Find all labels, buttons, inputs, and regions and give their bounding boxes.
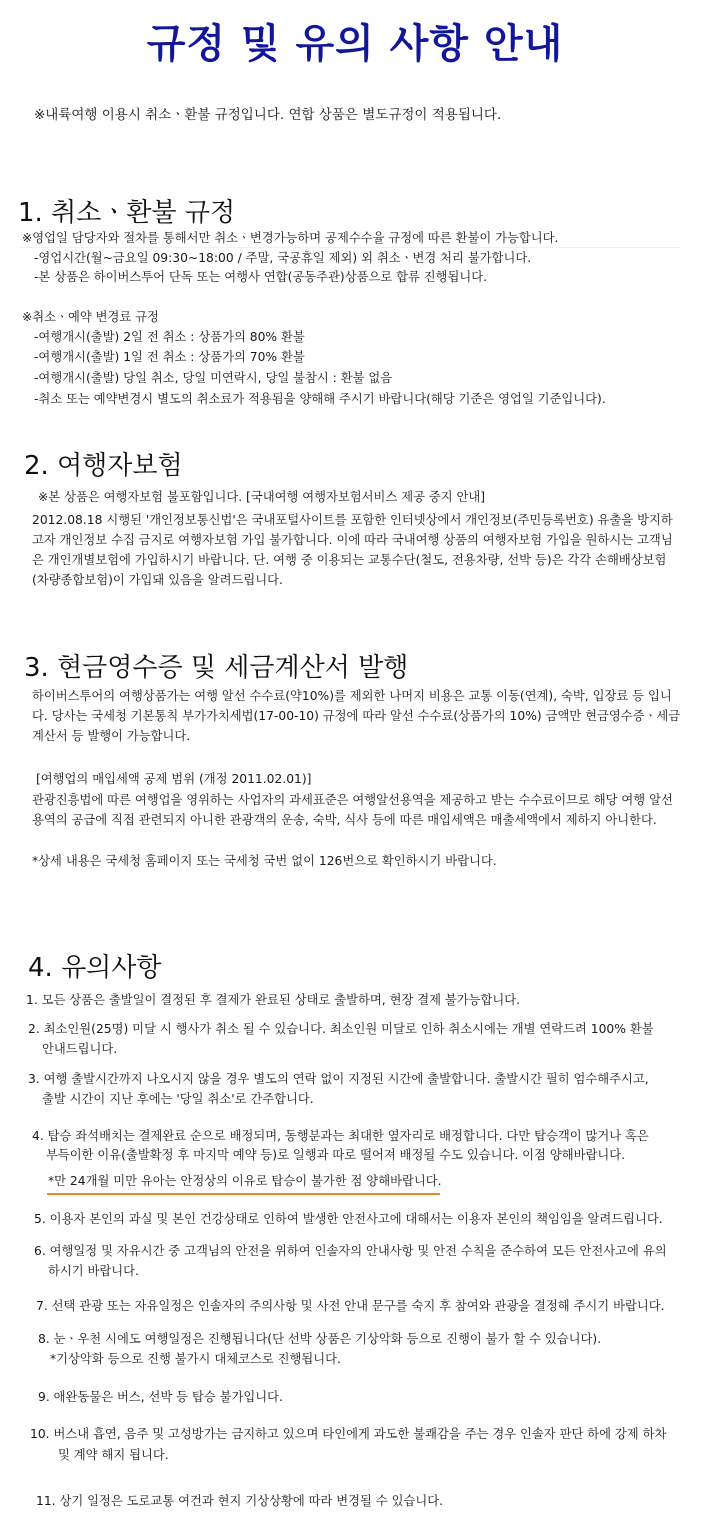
notice-item: 11. 상기 일정은 도로교통 여건과 현지 기상상황에 따라 변경될 수 있습니다. (36, 1494, 444, 1508)
notice-item: 9. 애완동물은 버스, 선박 등 탑승 불가입니다. (38, 1390, 283, 1404)
section-3-line: *상세 내용은 국세청 홈페이지 또는 국세청 국번 없이 126번으로 확인하시기 바랍니다. (32, 854, 497, 868)
page-title: 규정 및 유의 사항 안내 (146, 21, 564, 67)
notice-item: 6. 여행일정 및 자유시간 중 고객님의 안전을 위하여 인솔자의 안내사항 및 안전 수칙을 준수하여 모든 안전사고에 유의 (34, 1244, 667, 1258)
notice-item: 5. 이용자 본인의 과실 및 본인 건강상태로 인하여 발생한 안전사고에 대해서는 이용자 본인의 책임임을 알려드립니다. (34, 1212, 663, 1226)
section-4-heading: 4. 유의사항 (28, 953, 162, 983)
notice-item: 7. 선택 관광 또는 자유일정은 인솔자의 주의사항 및 사전 안내 문구를 숙지 후 참여와 관광을 결정해 주시기 바랍니다. (36, 1299, 665, 1313)
section-1-line: -본 상품은 하이버스투어 단독 또는 여행사 연합(공동주관)상품으로 합류 진행됩니다. (34, 270, 488, 284)
section-2-heading: 2. 여행자보험 (24, 451, 183, 481)
notice-item: 부득이한 이유(출발확정 후 마지막 예약 등)로 일행과 따로 떨어져 배정될 수도 있습니다. 이점 양해바랍니다. (46, 1148, 626, 1162)
section-1-line: ※영업일 담당자와 절차를 통해서만 취소ㆍ변경가능하며 공제수수율 규정에 따른 환불이 가능합니다. (22, 231, 559, 245)
notice-item: 10. 버스내 흡연, 음주 및 고성방가는 금지하고 있으며 타인에게 과도한 불쾌감을 주는 경우 인솔자 판단 하에 강제 하차 (30, 1427, 667, 1441)
section-1-line: -취소 또는 예약변경시 별도의 취소료가 적용됨을 양해해 주시기 바랍니다(해당 기준은 영업일 기준입니다). (34, 392, 606, 406)
section-2-paragraph: 2012.08.18 시행된 '개인정보통신법'은 국내포털사이트를 포함한 인터넷상에서 개인정보(주민등록번호) 유출을 방지하고자 개인정보 수집 금지로 여행자보험 가입 불가합니다. 이에 따라 국내여행 상품의 여행자보험 가입을 원하시는 고객님은 개인개별보험에 가입하시기 바랍니다. 단. 여행 중 이용되는 교통수단(철도, 전용차량, 선박 등)은 각각 손해배상보험(차량종합보험)이 가입돼 있음을 알려드립니다. (32, 513, 673, 587)
highlighted-note: *만 24개월 미만 유아는 안정상의 이유로 탑승이 불가한 점 양해바랍니다. (48, 1174, 442, 1188)
notice-item: 4. 탑승 좌석배치는 결제완료 순으로 배정되며, 동행분과는 최대한 옆자리로 배정합니다. 다만 탑승객이 많거나 혹은 (32, 1129, 649, 1143)
section-1-line: -여행개시(출발) 2일 전 취소 : 상품가의 80% 환불 (34, 330, 305, 344)
notice-item: 및 계약 해지 됩니다. (58, 1448, 169, 1462)
section-1-heading: 1. 취소ㆍ환불 규정 (18, 198, 236, 228)
divider (20, 247, 680, 248)
section-3-heading: 3. 현금영수증 및 세금계산서 발행 (24, 653, 409, 683)
section-3-paragraph: 하이버스투어의 여행상품가는 여행 알선 수수료(약10%)를 제외한 나머지 비용은 교통 이동(연계), 숙박, 입장료 등 입니다. 당사는 국세청 기본통칙 부가가치세법(17-00-10) 규정에 따라 알선 수수료(상품가의 10%) 금액만 현금영수증ㆍ세금계산서 등 발행이 가능합니다. (32, 689, 681, 743)
section-2-line: ※본 상품은 여행자보험 불포함입니다. [국내여행 여행자보험서비스 제공 중지 안내] (38, 490, 486, 504)
notice-item: 출발 시간이 지난 후에는 '당일 취소'로 간주합니다. (42, 1092, 314, 1106)
notice-item: 안내드립니다. (42, 1042, 118, 1056)
notice-item: 3. 여행 출발시간까지 나오시지 않을 경우 별도의 연락 없이 지정된 시간에 출발합니다. 출발시간 필히 엄수해주시고, (28, 1072, 649, 1086)
notice-item: 2. 최소인원(25명) 미달 시 행사가 취소 될 수 있습니다. 최소인원 미달로 인하 취소시에는 개별 연락드려 100% 환불 (28, 1022, 654, 1036)
notice-item: *기상악화 등으로 진행 불가시 대체코스로 진행됩니다. (50, 1352, 341, 1366)
section-1-line: -여행개시(출발) 당일 취소, 당일 미연락시, 당일 불참시 : 환불 없음 (34, 371, 393, 385)
section-1-line: ※취소ㆍ예약 변경료 규정 (22, 310, 159, 324)
notice-item: 하시기 바랍니다. (48, 1264, 139, 1278)
intro-note: ※내륙여행 이용시 취소ㆍ환불 규정입니다. 연합 상품은 별도규정이 적용됩니다. (34, 107, 502, 123)
section-3-paragraph: 관광진흥법에 따른 여행업을 영위하는 사업자의 과세표준은 여행알선용역을 제공하고 받는 수수료이므로 해당 여행 알선 용역의 공급에 직접 관련되지 아니한 관광객의 운송, 숙박, 식사 등에 따른 매입세액은 매출세액에서 제하지 아니한다. (32, 793, 673, 827)
notice-item: 1. 모든 상품은 출발일이 결정된 후 결제가 완료된 상태로 출발하며, 현장 결제 불가능합니다. (26, 993, 521, 1007)
section-3-line: [여행업의 매입세액 공제 범위 (개정 2011.02.01)] (36, 772, 312, 786)
notice-item: 8. 눈ㆍ우천 시에도 여행일정은 진행됩니다(단 선박 상품은 기상악화 등으로 진행이 불가 할 수 있습니다). (38, 1332, 602, 1346)
highlight-underline (47, 1193, 440, 1195)
section-1-line: -영업시간(월~금요일 09:30~18:00 / 주말, 국공휴일 제외) 외 취소ㆍ변경 처리 불가합니다. (34, 251, 532, 265)
section-1-line: -여행개시(출발) 1일 전 취소 : 상품가의 70% 환불 (34, 350, 305, 364)
